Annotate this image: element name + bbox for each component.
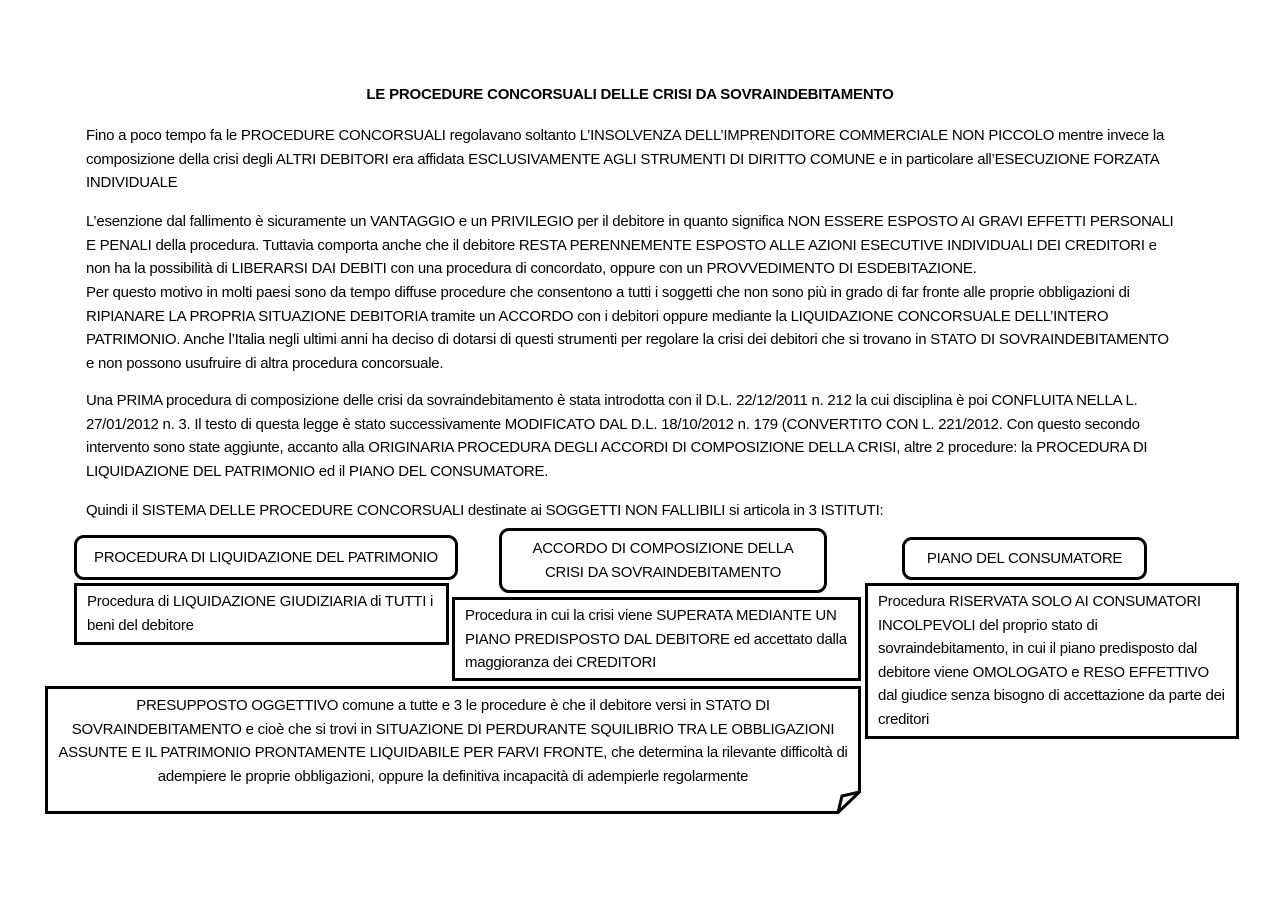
paragraph-storia: Una PRIMA procedura di composizione delle crisi da sovraindebitamento è stata introdotta con il D.L. 22/12/2011 n. 212 la cui disciplina è poi CONFLUITA NELLA L. 27/01/2012 n. 3. Il testo di questa legge è stato successivamente MODIFICATO DAL D.L. 18/10/2012 n. 179 (CONVERTITO CON L. 221/2012. Con questo secondo intervento sono state aggiunte, accanto alla ORIGINARIA PROCEDURA DEGLI ACCORDI DI COMPOSIZIONE DELLA CRISI, altre 2 procedure: la PROCEDURA DI LIQUIDAZIONE DEL PATRIMONIO ed il PIANO DEL CONSUMATORE. — [86, 392, 1148, 480]
accordo-description-box — [452, 597, 861, 681]
liquidazione-heading: PROCEDURA DI LIQUIDAZIONE DEL PATRIMONIO — [94, 548, 438, 566]
accordo-heading: ACCORDO DI COMPOSIZIONE DELLA CRISI DA SOVRAINDEBITAMENTO — [532, 540, 794, 581]
paragraph-istituti: Quindi il SISTEMA DELLE PROCEDURE CONCORSUALI destinate ai SOGGETTI NON FALLIBILI si articola in 3 ISTITUTI: — [86, 502, 884, 519]
document-title: LE PROCEDURE CONCORSUALI DELLE CRISI DA SOVRAINDEBITAMENTO — [366, 86, 894, 103]
liquidazione-description-box — [74, 583, 449, 645]
presupposto-text: PRESUPPOSTO OGGETTIVO comune a tutte e 3 le procedure è che il debitore versi in STATO DI SOVRAINDEBITAMENTO e cioè che si trovi in SITUAZIONE DI PERDURANTE SQUILIBRIO TRA LE OBBLIGAZIONI ASSUNTE E IL PATRIMONIO PRONTAMENTE LIQUIDABILE PER FARVI FRONTE, che determina la rilevante difficoltà di adempiere le proprie obbligazioni, oppure la definitiva incapacità di adempierle regolarmente — [58, 697, 848, 785]
piano-description-box — [865, 583, 1239, 739]
paragraph-intro: Fino a poco tempo fa le PROCEDURE CONCORSUALI regolavano soltanto L’INSOLVENZA DELL’IMPRENDITORE COMMERCIALE NON PICCOLO mentre invece la composizione della crisi degli ALTRI DEBITORI era affidata ESCLUSIVAMENTE AGLI STRUMENTI DI DIRITTO COMUNE e in particolare all’ESECUZIONE FORZATA INDIVIDUALE — [86, 127, 1165, 191]
presupposto-note — [45, 686, 861, 814]
accordo-heading-box — [499, 528, 827, 593]
piano-description: Procedura RISERVATA SOLO AI CONSUMATORI INCOLPEVOLI del proprio stato di sovraindebitamento, in cui il piano predisposto dal debitore viene OMOLOGATO e RESO EFFETTIVO dal giudice senza bisogno di accettazione da parte dei creditori — [878, 593, 1225, 728]
accordo-description: Procedura in cui la crisi viene SUPERATA MEDIANTE UN PIANO PREDISPOSTO DAL DEBITORE ed accettato dalla maggioranza dei CREDITORI — [465, 607, 847, 671]
paragraph-esenzione: L’esenzione dal fallimento è sicuramente un VANTAGGIO e un PRIVILEGIO per il debitore in quanto significa NON ESSERE ESPOSTO AI GRAVI EFFETTI PERSONALI E PENALI della procedura. Tuttavia comporta anche che il debitore RESTA PERENNEMENTE ESPOSTO ALLE AZIONI ESECUTIVE INDIVIDUALI DEI CREDITORI e non ha la possibilità di LIBERARSI DAI DEBITI con una procedura di concordato, oppure con un PROVVEDIMENTO DI ESDEBITAZIONE. — [86, 213, 1174, 277]
liquidazione-description: Procedura di LIQUIDAZIONE GIUDIZIARIA di TUTTI i beni del debitore — [87, 593, 434, 634]
liquidazione-heading-box — [74, 535, 458, 580]
piano-heading: PIANO DEL CONSUMATORE — [926, 549, 1123, 567]
paragraph-motivo: Per questo motivo in molti paesi sono da tempo diffuse procedure che consentono a tutti i soggetti che non sono più in grado di far fronte alle proprie obbligazioni di RIPIANARE LA PROPRIA SITUAZIONE DEBITORIA tramite un ACCORDO con i debitori oppure mediante la LIQUIDAZIONE CONCORSUALE DELL’INTERO PATRIMONIO. Anche l’Italia negli ultimi anni ha deciso di dotarsi di questi strumenti per regolare la crisi dei debitori che si trovano in STATO DI SOVRAINDEBITAMENTO e non possono usufruire di altra procedura concorsuale. — [86, 284, 1169, 372]
piano-heading-box — [902, 537, 1147, 580]
